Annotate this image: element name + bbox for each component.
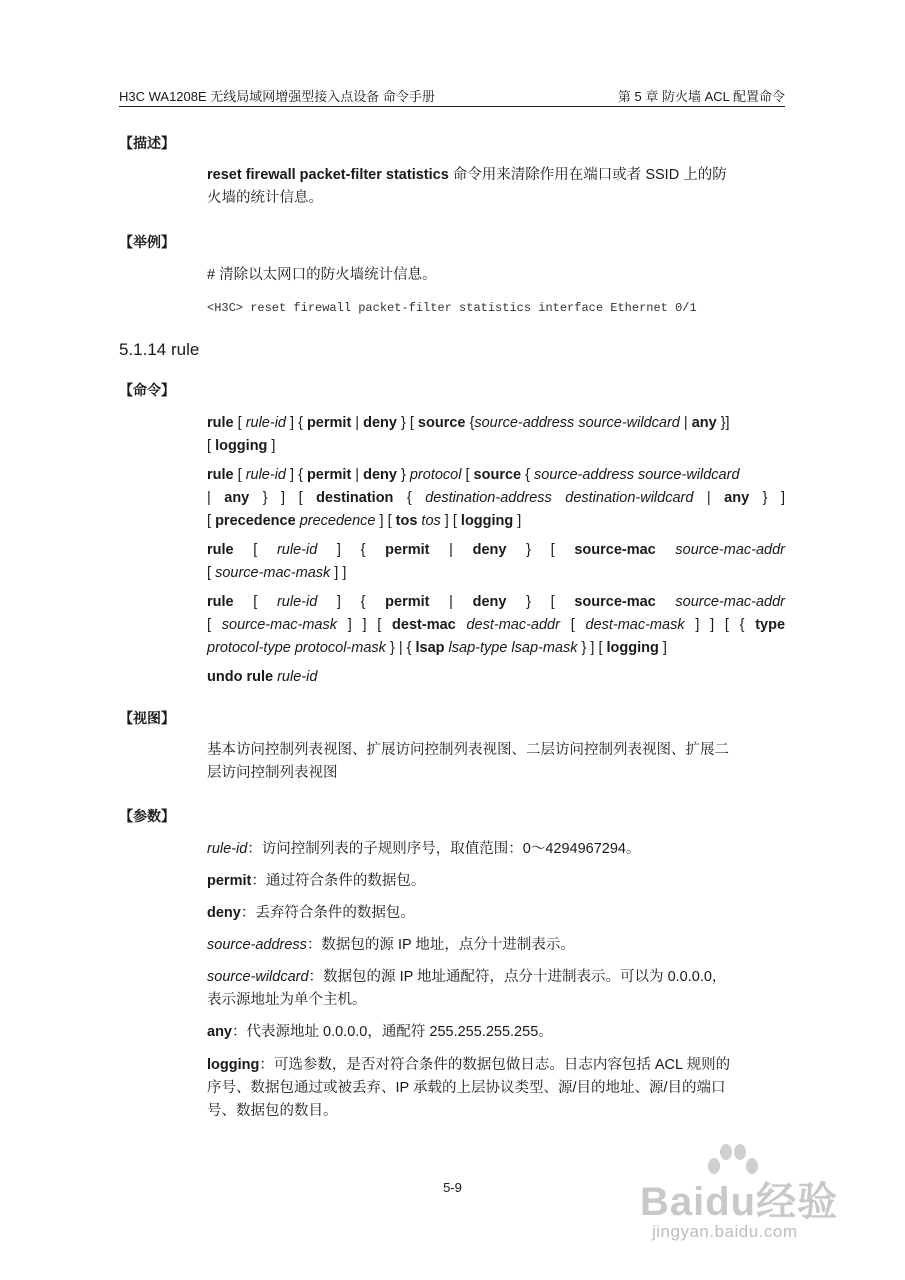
desc-tag: 【描述】: [119, 135, 175, 151]
section-title: 5.1.14 rule: [119, 340, 200, 359]
syntax-undo: [207, 666, 785, 689]
syntax-1: rule [ rule-id ] { permit | deny } [ source {source-address source-wildcard | any }] [ logging ]: [207, 415, 730, 454]
param-permit: [207, 870, 785, 893]
param-deny: [207, 902, 785, 925]
example-code: <H3C> reset firewall packet-filter statistics interface Ethernet 0/1: [207, 301, 697, 315]
param-rule-id: [207, 838, 785, 861]
view-line-2: 层访问控制列表视图: [207, 765, 338, 781]
param-term: source-address: [207, 937, 307, 953]
param-term: deny: [207, 905, 241, 921]
view-line-1: 基本访问控制列表视图、扩展访问控制列表视图、二层访问控制列表视图、扩展二: [207, 742, 729, 758]
syntax-4: rule [ rule-id ] { permit | deny } [ source-mac source-mac-addr [ source-mac-mask ] ] [ dest-mac dest-mac-addr [ dest-mac-mask ] ] [ { type protocol-type protocol-mask } | { lsap lsap-type lsap-mask } ] [ logging ]: [207, 594, 786, 656]
param-text: ：丢弃符合条件的数据包。: [240, 905, 415, 921]
param-text: ：访问控制列表的子规则序号，取值范围：0～4294967294。: [247, 841, 641, 857]
desc-text-2: 火墙的统计信息。: [207, 190, 323, 206]
header-divider: [119, 106, 785, 107]
param-text: ：可选参数，是否对符合条件的数据包做日志。日志内容包括 ACL 规则的: [259, 1057, 731, 1073]
view-paragraph: [207, 739, 785, 785]
desc-text-1: 命令用来清除作用在端口或者 SSID 上的防: [448, 167, 727, 183]
param-term: any: [207, 1024, 232, 1040]
param-term: permit: [207, 873, 252, 889]
param-term: rule-id: [207, 841, 248, 857]
view-tag: 【视图】: [119, 710, 175, 726]
param-text: ：数据包的源 IP 地址通配符，点分十进制表示。可以为 0.0.0.0，: [308, 969, 727, 985]
param-text: ：代表源地址 0.0.0.0，通配符 255.255.255.255。: [232, 1024, 553, 1040]
param-logging: [207, 1054, 785, 1123]
example-tag: 【举例】: [119, 234, 175, 250]
param-text: ：通过符合条件的数据包。: [251, 873, 426, 889]
header-title: H3C WA1208E 无线局域网增强型接入点设备 命令手册: [119, 89, 435, 104]
desc-paragraph: [207, 164, 785, 210]
page-number: 5-9: [443, 1180, 462, 1195]
param-term: logging: [207, 1057, 260, 1073]
page-header: [119, 86, 785, 106]
desc-command: reset firewall packet-filter statistics: [207, 167, 449, 183]
param-text: ：数据包的源 IP 地址，点分十进制表示。: [306, 937, 575, 953]
watermark: [640, 1140, 870, 1270]
param-source-wildcard: [207, 966, 785, 1012]
param-text-cont: 号、数据包的数目。: [207, 1103, 338, 1119]
undo-rule-id: rule-id: [277, 669, 318, 685]
syntax-2: rule [ rule-id ] { permit | deny } protocol [ source { source-address source-wildcard | any } ] [ destination { destination-address destination-wildcard | any } ] [ precedence precedence ] [ tos tos ] [ logging ]: [207, 467, 785, 529]
params-tag: 【参数】: [119, 808, 175, 824]
param-any: [207, 1021, 785, 1044]
param-source-address: [207, 934, 785, 957]
command-tag: 【命令】: [119, 382, 175, 398]
param-term: source-wildcard: [207, 969, 309, 985]
param-text-cont: 序号、数据包通过或被丢弃、IP 承载的上层协议类型、源/目的地址、源/目的端口: [207, 1080, 726, 1096]
syntax-3: rule [ rule-id ] { permit | deny } [ source-mac source-mac-addr [ source-mac-mask ] ]: [207, 542, 785, 581]
watermark-url: jingyan.baidu.com: [652, 1222, 798, 1241]
example-comment: # 清除以太网口的防火墙统计信息。: [207, 267, 437, 283]
param-text-cont: 表示源地址为单个主机。: [207, 992, 367, 1008]
header-chapter: 第 5 章 防火墙 ACL 配置命令: [617, 89, 785, 104]
undo-rule-keyword: undo rule: [207, 669, 274, 685]
watermark-logo: Baidu经验: [640, 1180, 839, 1224]
